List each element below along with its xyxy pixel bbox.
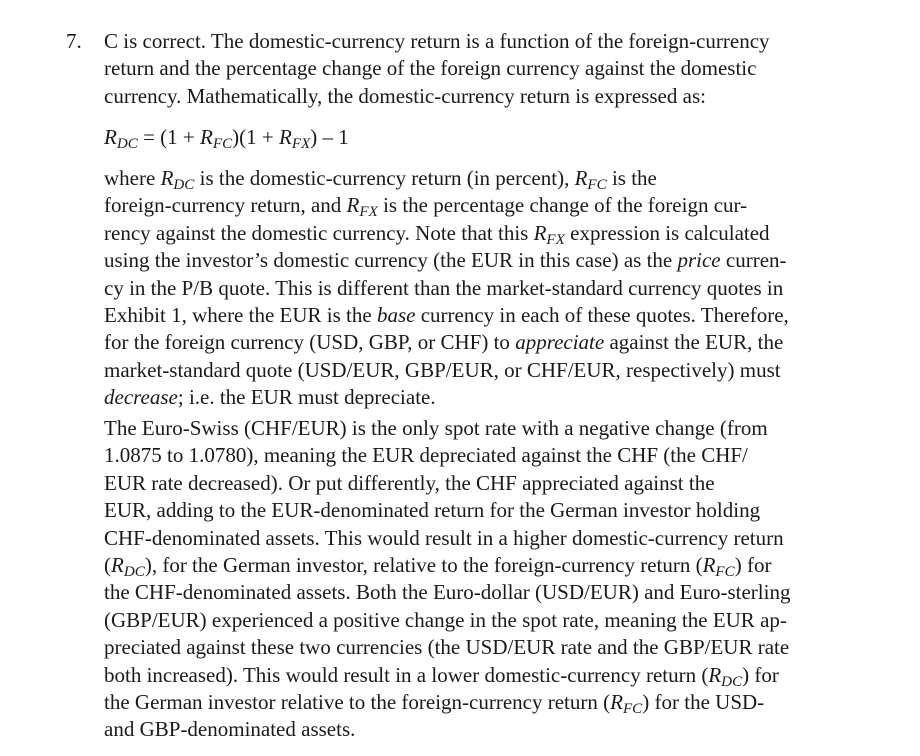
paragraph-line: market-standard quote (USD/EUR, GBP/EUR, or CHF/EUR, respectively) must bbox=[104, 357, 781, 382]
paragraph-line bbox=[104, 384, 904, 411]
math-var: R bbox=[610, 690, 623, 715]
math-var: R bbox=[111, 553, 124, 578]
paragraph-line: CHF-denominated assets. This would result in a higher domestic-currency return bbox=[104, 525, 784, 550]
text: Exhibit 1, where the EUR is the bbox=[104, 303, 377, 328]
return-formula bbox=[104, 122, 349, 152]
text: rency against the domestic currency. Note that this bbox=[104, 220, 534, 245]
question-number: 7. bbox=[66, 29, 82, 53]
paragraph-line bbox=[104, 302, 904, 329]
math-sub: FX bbox=[546, 232, 565, 249]
text: is the bbox=[606, 166, 657, 190]
text: against the EUR, the bbox=[604, 330, 784, 355]
text: ; i.e. the EUR must depreciate. bbox=[177, 385, 436, 410]
formula-sub: FC bbox=[212, 136, 233, 153]
text: ), for the German investor, relative to the foreign-currency return ( bbox=[144, 553, 703, 578]
text: ) for bbox=[742, 662, 779, 687]
formula-text: = (1 + bbox=[137, 125, 201, 149]
formula-sub: FX bbox=[291, 136, 311, 153]
text: both increased). This would result in a lower domestic-currency return ( bbox=[104, 662, 709, 687]
paragraph-line bbox=[104, 192, 904, 219]
paragraph-line: and GBP-denominated assets. bbox=[104, 717, 356, 742]
math-var: R bbox=[160, 166, 174, 190]
formula-var: R bbox=[279, 125, 292, 149]
intro-paragraph bbox=[104, 28, 904, 110]
intro-line: return and the percentage change of the foreign currency against the domestic bbox=[104, 56, 757, 81]
paragraph-line bbox=[104, 662, 904, 689]
text: ( bbox=[104, 553, 111, 578]
math-sub: DC bbox=[721, 673, 743, 690]
formula-var: R bbox=[104, 125, 117, 149]
explanation-paragraph bbox=[104, 165, 904, 412]
text: expression is calculated bbox=[564, 220, 770, 245]
paragraph-line bbox=[104, 247, 904, 274]
math-var: R bbox=[708, 662, 722, 687]
math-sub: DC bbox=[123, 564, 145, 581]
paragraph-line: cy in the P/B quote. This is different than the market-standard currency quotes in bbox=[104, 275, 784, 300]
math-sub: FX bbox=[359, 204, 378, 221]
text: curren- bbox=[720, 248, 787, 273]
math-var: R bbox=[574, 166, 588, 190]
math-sub: FC bbox=[622, 701, 643, 718]
paragraph-line: the CHF-denominated assets. Both the Euro-dollar (USD/EUR) and Euro-sterling bbox=[104, 580, 791, 605]
math-var: R bbox=[533, 220, 547, 245]
formula-text: )(1 + bbox=[232, 125, 279, 149]
paragraph-line: The Euro-Swiss (CHF/EUR) is the only spot rate with a negative change (from bbox=[104, 416, 768, 440]
emphasis: decrease bbox=[104, 385, 178, 410]
emphasis: base bbox=[376, 303, 416, 328]
intro-line: currency. Mathematically, the domestic-currency return is expressed as: bbox=[104, 83, 706, 108]
paragraph-line: (GBP/EUR) experienced a positive change in the spot rate, meaning the EUR ap- bbox=[104, 607, 787, 632]
emphasis: appreciate bbox=[515, 330, 605, 355]
text: using the investor’s domestic currency (the EUR in this case) as the bbox=[104, 248, 678, 273]
math-sub: FC bbox=[715, 564, 735, 581]
math-sub: FC bbox=[587, 177, 607, 194]
text: for the foreign currency (USD, GBP, or CHF) to bbox=[104, 330, 516, 355]
paragraph-line bbox=[104, 220, 904, 247]
text: ) for the USD- bbox=[642, 690, 765, 715]
paragraph-line: preciated against these two currencies (the USD/EUR rate and the GBP/EUR rate bbox=[104, 635, 790, 660]
paragraph-line bbox=[104, 165, 904, 192]
text: currency in each of these quotes. Therefore, bbox=[415, 303, 789, 328]
formula-text: ) – 1 bbox=[310, 125, 349, 149]
math-var: R bbox=[702, 553, 716, 578]
emphasis: price bbox=[677, 248, 721, 273]
intro-line: C is correct. The domestic-currency return is a function of the foreign-currency bbox=[104, 29, 770, 53]
paragraph-line: EUR, adding to the EUR-denominated return for the German investor holding bbox=[104, 498, 761, 523]
formula-var: R bbox=[200, 125, 213, 149]
math-sub: DC bbox=[173, 177, 195, 194]
text: is the percentage change of the foreign cur- bbox=[377, 193, 748, 218]
paragraph-line bbox=[104, 552, 904, 579]
text: the German investor relative to the foreign-currency return ( bbox=[104, 690, 611, 715]
text: where bbox=[104, 166, 161, 190]
paragraph-line bbox=[104, 689, 904, 716]
text: ) for bbox=[734, 553, 772, 578]
formula-sub: DC bbox=[116, 136, 138, 153]
text: foreign-currency return, and bbox=[104, 193, 347, 218]
paragraph-line: EUR rate decreased). Or put differently, the CHF appreciated against the bbox=[104, 470, 715, 495]
paragraph-line bbox=[104, 329, 904, 356]
math-var: R bbox=[346, 193, 360, 218]
paragraph-line: 1.0875 to 1.0780), meaning the EUR depreciated against the CHF (the CHF/ bbox=[104, 443, 748, 468]
analysis-paragraph bbox=[104, 415, 904, 744]
text: is the domestic-currency return (in percent), bbox=[194, 166, 575, 190]
